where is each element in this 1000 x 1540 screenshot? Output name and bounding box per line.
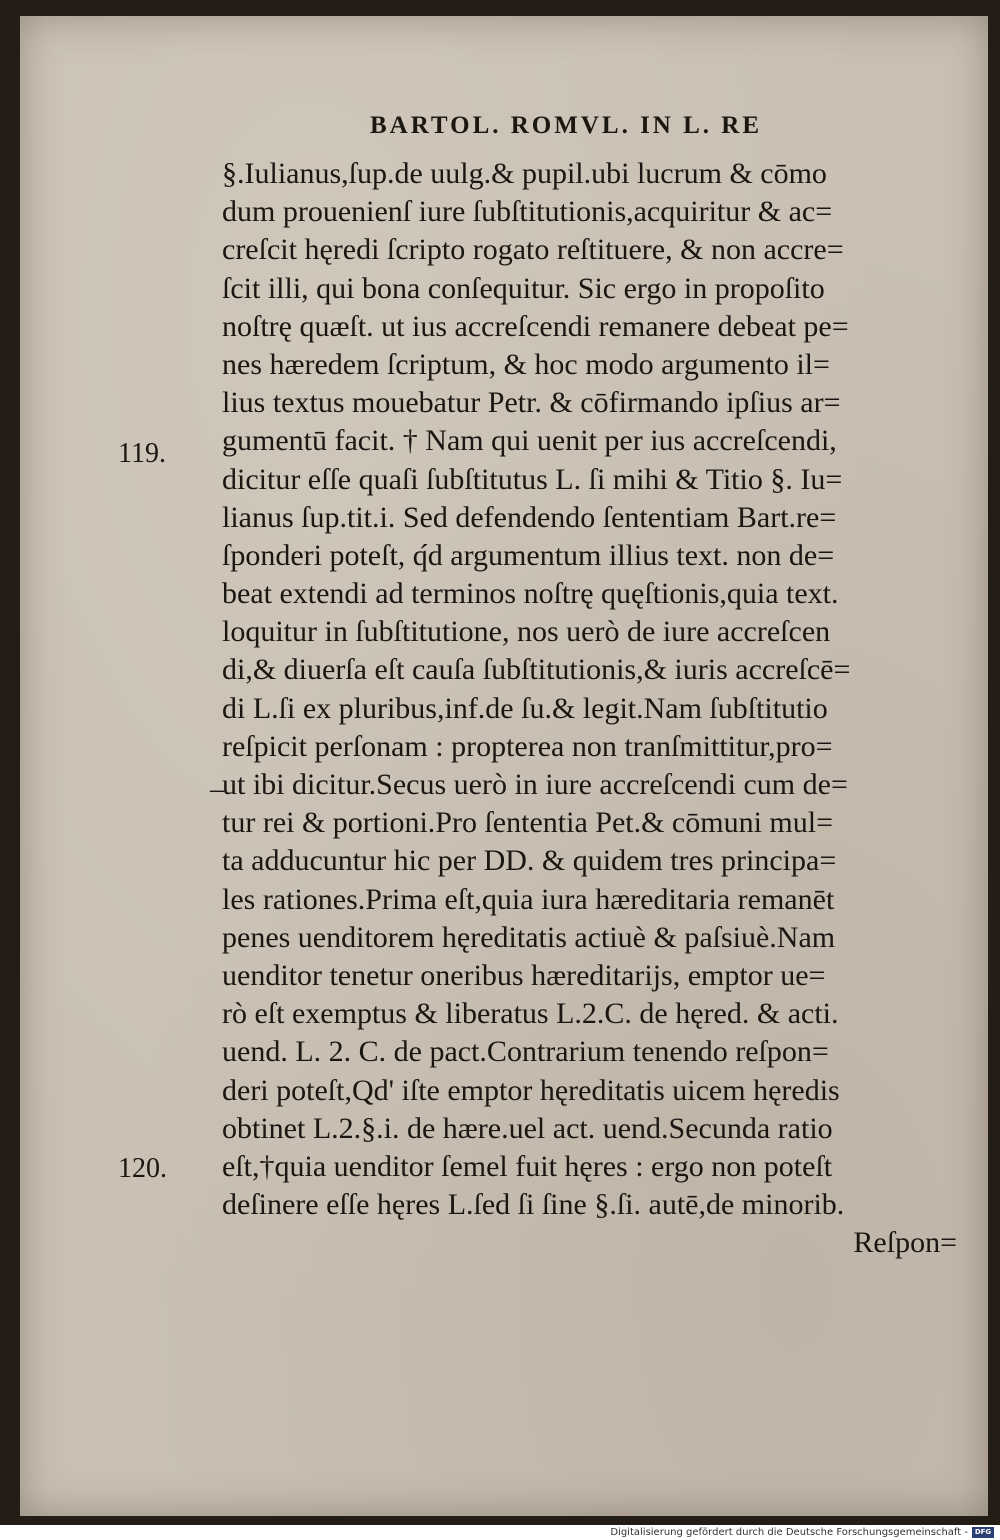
text-line: ut ibi dicitur.Secus uerò in iure accreſcendi cum de=	[222, 768, 848, 801]
text-line: les rationes.Prima eſt,quia iura hæreditaria remanēt	[222, 882, 835, 916]
text-line: lianus ſup.tit.i. Sed defendendo ſententiam Bart.re=	[222, 500, 837, 534]
text-line: noſtrę quæſt. ut ius accreſcendi remanere debeat pe=	[222, 309, 849, 343]
text-line: penes uenditorem hęreditatis actiuè & paſsiuè.Nam	[222, 920, 836, 954]
text-line: ta adducuntur hic per DD. & quidem tres principa=	[222, 844, 837, 878]
body-text	[222, 155, 967, 1262]
margin-note-dash: –	[210, 774, 224, 805]
text-line: uenditor tenetur oneribus hæreditarijs, emptor ue=	[222, 958, 826, 992]
catchword: Reſpon=	[853, 1226, 957, 1260]
text-line: deſinere eſſe hęres L.ſed ſi ſine §.ſi. autē,de minorib.	[222, 1188, 845, 1222]
text-line: dum prouenienſ iure ſubſtitutionis,acquiritur & ac=	[222, 195, 833, 229]
margin-note-120: 120.	[118, 1153, 167, 1184]
text-line: creſcit hęredi ſcripto rogato reſtituere, & non accre=	[222, 233, 844, 267]
text-line: eſt,†quia uenditor ſemel fuit hęres : ergo non poteſt	[222, 1149, 833, 1183]
text-line: ſponderi poteſt, q́d argumentum illius text. non de=	[222, 538, 835, 572]
text-line: di L.ſi ex pluribus,inf.de ſu.& legit.Nam ſubſtitutio	[222, 691, 828, 725]
text-line: di,& diuerſa eſt cauſa ſubſtitutionis,& iuris accreſcē=	[222, 653, 851, 687]
dfg-logo: DFG	[972, 1527, 994, 1538]
funding-credit: Digitalisierung gefördert durch die Deutsche Forschungsgemeinschaft -	[610, 1527, 968, 1538]
text-line: reſpicit perſonam : propterea non tranſmittitur,pro=	[222, 729, 833, 763]
text-line: gumentū facit. † Nam qui uenit per ius accreſcendi,	[222, 424, 837, 458]
text-line: rò eſt exemptus & liberatus L.2.C. de hęred. & acti.	[222, 997, 839, 1031]
text-line: loquitur in ſubſtitutione, nos uerò de iure accreſcen	[222, 615, 831, 649]
text-line: lius textus mouebatur Petr. & cōfirmando ipſius ar=	[222, 386, 841, 420]
text-line: uend. L. 2. C. de pact.Contrarium tenendo reſpon=	[222, 1035, 829, 1069]
text-line: obtinet L.2.§.i. de hære.uel act. uend.Secunda ratio	[222, 1111, 833, 1145]
margin-note-119: 119.	[118, 438, 166, 469]
text-line: tur rei & portioni.Pro ſententia Pet.& cōmuni mul=	[222, 806, 834, 840]
running-head: BARTOL. ROMVL. IN L. RE	[370, 112, 763, 139]
text-line: §.Iulianus,ſup.de uulg.& pupil.ubi lucrum & cōmo	[222, 157, 827, 190]
text-line: ſcit illi, qui bona conſequitur. Sic ergo in propoſito	[222, 271, 825, 305]
text-line: dicitur eſſe quaſi ſubſtitutus L. ſi mihi & Titio §. Iu=	[222, 462, 843, 496]
text-line: beat extendi ad terminos noſtrę quęſtionis,quia text.	[222, 577, 839, 611]
text-line: deri poteſt,Qd' iſte emptor hęreditatis uicem hęredis	[222, 1073, 840, 1107]
text-line: nes hæredem ſcriptum, & hoc modo argumento il=	[222, 347, 830, 381]
